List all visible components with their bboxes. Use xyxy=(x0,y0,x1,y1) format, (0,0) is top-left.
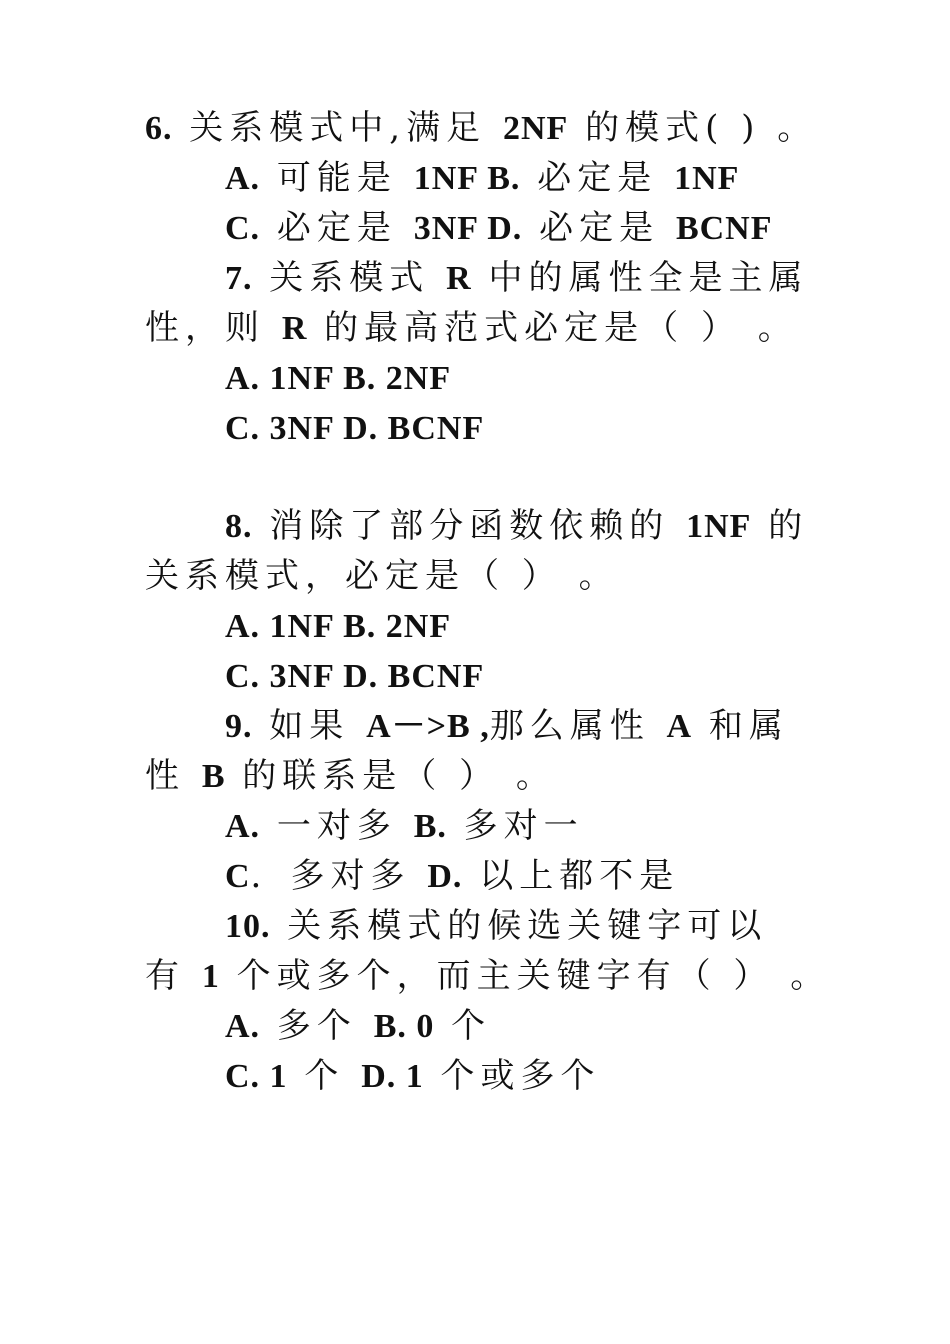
bold-text-run: B xyxy=(201,758,226,795)
q7-stem-line1 xyxy=(225,258,809,299)
q9-options-cd xyxy=(225,856,679,897)
bold-text-run: 1 xyxy=(201,958,220,995)
q7-options-cd xyxy=(225,408,484,449)
text-run: 必定是 xyxy=(520,158,675,198)
text-run: 的联系是（ ） 。 xyxy=(225,756,556,796)
q10-stem-line2 xyxy=(145,956,830,997)
bold-text-run: C. 3NF D. BCNF xyxy=(225,410,485,447)
text-run: 中的属性全是主属 xyxy=(471,258,809,298)
bold-text-run: A. 1NF B. 2NF xyxy=(225,360,452,397)
text-run: 有 xyxy=(145,956,202,996)
text-run: 多对一 xyxy=(446,806,584,846)
text-run: 如果 xyxy=(252,706,367,746)
bold-text-run: B. xyxy=(413,808,447,845)
text-run: 关系模式的候选关键字可以 xyxy=(270,906,768,946)
bold-text-run: B. 0 xyxy=(373,1008,435,1045)
q6-stem xyxy=(145,108,817,149)
text-run: 必定是 xyxy=(522,208,676,248)
text-run: 关系模式 xyxy=(252,258,447,298)
bold-text-run: 6. xyxy=(145,110,173,147)
bold-text-run: A. xyxy=(225,1008,261,1045)
text-run: 必定是 xyxy=(260,208,414,248)
bold-text-run: R xyxy=(281,310,308,347)
text-run: 多个 xyxy=(260,1006,374,1046)
q7-options-ab xyxy=(225,358,451,399)
bold-text-run: C. 3NF D. BCNF xyxy=(225,658,485,695)
bold-text-run: C. 1 xyxy=(225,1058,288,1095)
q8-options-ab xyxy=(225,606,451,647)
text-run: 关系模式中,满足 xyxy=(172,108,503,148)
bold-text-run: D. xyxy=(427,858,463,895)
bold-text-run: A. xyxy=(225,160,261,197)
bold-text-run: 9. xyxy=(225,708,253,745)
bold-text-run: C. xyxy=(225,210,261,247)
q8-stem-line1 xyxy=(225,506,808,547)
bold-text-run: 8. xyxy=(225,508,253,545)
q10-options-ab xyxy=(225,1006,491,1047)
text-run: 的模式( ) 。 xyxy=(568,108,818,148)
text-run: 一对多 xyxy=(260,806,414,846)
text-run: 以上都不是 xyxy=(462,856,680,896)
text-run: 的 xyxy=(751,506,809,546)
q10-options-cd xyxy=(225,1056,601,1097)
bold-text-run: 3NF D. xyxy=(413,210,523,247)
q9-options-ab xyxy=(225,806,584,847)
bold-text-run: A. 1NF B. 2NF xyxy=(225,608,452,645)
bold-text-run: 1NF xyxy=(686,508,752,545)
text-run: 性，则 xyxy=(145,308,282,348)
bold-text-run: 1NF B. xyxy=(413,160,521,197)
text-run: 那么属性 xyxy=(489,706,667,746)
bold-text-run: 2NF xyxy=(502,110,569,147)
bold-text-run: 7. xyxy=(225,260,253,297)
text-run: 和属 xyxy=(692,706,789,746)
text-run: 的最高范式必定是（ ） 。 xyxy=(307,308,798,348)
bold-text-run: C xyxy=(225,858,251,895)
text-run: 消除了部分函数依赖的 xyxy=(252,506,687,546)
text-run: 关系模式，必定是（ ） 。 xyxy=(145,556,619,596)
bold-text-run: A－>B , xyxy=(366,708,490,745)
bold-text-run: 1NF xyxy=(674,160,740,197)
text-run: 可能是 xyxy=(260,158,414,198)
bold-text-run: 10. xyxy=(225,908,271,945)
q9-stem-line1 xyxy=(225,706,789,747)
text-run: 个或多个，而主关键字有（ ） 。 xyxy=(219,956,831,996)
text-run: ．多对多 xyxy=(250,856,428,896)
q6-options-ab xyxy=(225,158,739,199)
q8-stem-line2 xyxy=(145,556,619,596)
bold-text-run: BCNF xyxy=(675,210,773,247)
q7-stem-line2 xyxy=(145,308,798,349)
bold-text-run: A xyxy=(666,708,693,745)
text-run: 个 xyxy=(434,1006,492,1046)
text-run: 个 xyxy=(287,1056,362,1096)
bold-text-run: A. xyxy=(225,808,261,845)
bold-text-run: R xyxy=(446,260,472,297)
q9-stem-line2 xyxy=(145,756,556,797)
q10-stem-line1 xyxy=(225,906,767,947)
q8-options-cd xyxy=(225,656,484,697)
text-run: 性 xyxy=(145,756,202,796)
bold-text-run: D. 1 xyxy=(361,1058,424,1095)
q6-options-cd xyxy=(225,208,773,249)
text-run: 个或多个 xyxy=(423,1056,601,1096)
